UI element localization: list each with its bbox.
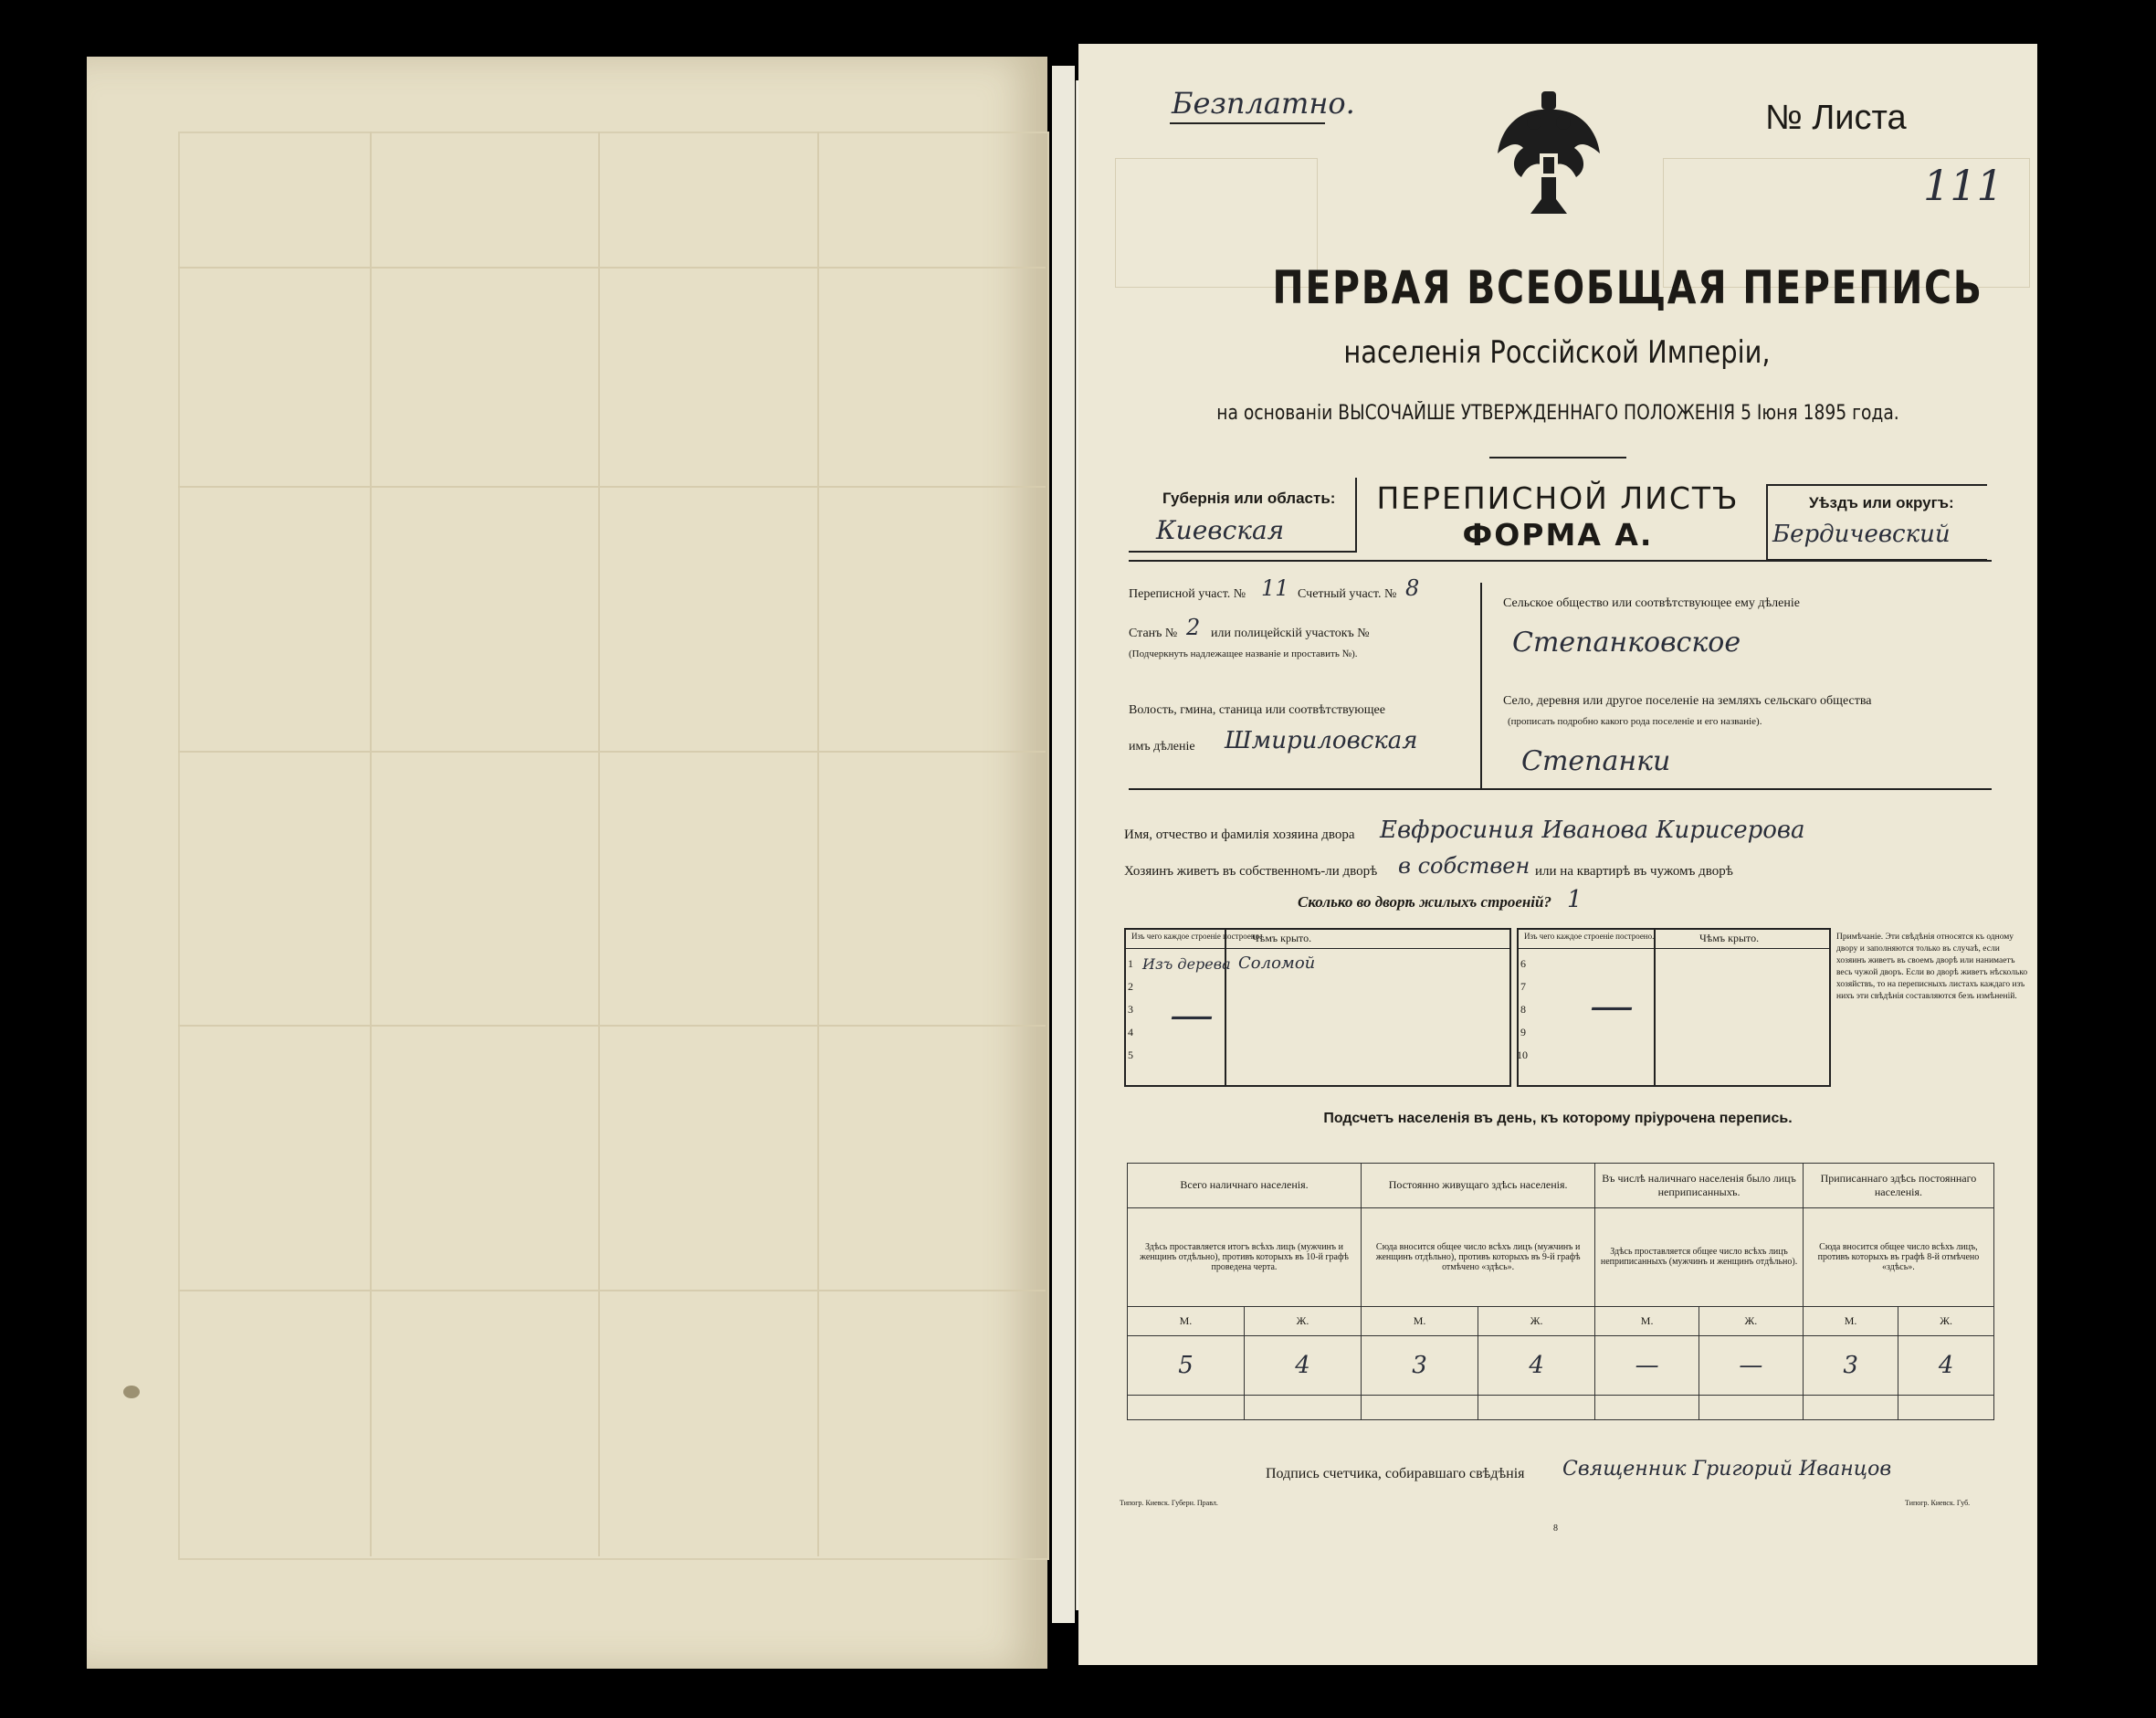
binding-strip — [1052, 66, 1075, 1623]
stan-value: 2 — [1186, 615, 1201, 640]
row-number: 6 — [1520, 957, 1526, 970]
faded-column — [598, 132, 600, 1556]
count-cell: 5 — [1128, 1336, 1245, 1396]
count-cell: 3 — [1361, 1336, 1478, 1396]
table-header-rule — [1517, 948, 1829, 949]
counting-value: 8 — [1405, 575, 1420, 601]
volost-value: Шмириловская — [1225, 727, 1418, 754]
uezd-value: Бердичевский — [1772, 521, 1951, 548]
row-number: 3 — [1128, 1003, 1133, 1016]
group-title: Постоянно живущаго здѣсь населенія. — [1361, 1164, 1594, 1208]
male-header: М. — [1595, 1306, 1699, 1335]
village-label: Село, деревня или другое поселеніе на земляхъ сельскаго общества — [1503, 694, 1872, 708]
group-desc: Сюда вносится общее число всѣхъ лицъ (мужчинъ и женщинъ отдѣльно), противъ которыхъ въ 9-й графѣ отмѣчено «здѣсь». — [1361, 1207, 1594, 1306]
row-number: 2 — [1128, 980, 1133, 993]
owner-name-label: Имя, отчество и фамилія хозяина двора — [1124, 827, 1355, 842]
census-form-page — [1078, 44, 2037, 1665]
underline — [1170, 122, 1325, 124]
row1-roof: Соломой — [1238, 954, 1316, 973]
section-rule — [1129, 788, 1992, 790]
row-number: 5 — [1128, 1049, 1133, 1061]
faded-rule — [178, 1290, 1046, 1291]
census-basis: на основаніи ВЫСОЧАЙШЕ УТВЕРЖДЕННАГО ПОЛОЖЕНІЯ 5 Іюня 1895 года. — [1216, 402, 1899, 425]
printer-left: Типогр. Киевск. Губерн. Правл. — [1120, 1499, 1218, 1507]
population-heading: Подсчетъ населенія въ день, къ которому пріурочена перепись. — [1323, 1111, 1793, 1126]
row-number: 1 — [1128, 957, 1133, 970]
volost-label: Волость, гмина, станица или соотвѣтствующее — [1129, 703, 1385, 717]
section-rule — [1129, 560, 1992, 562]
row-number: 10 — [1517, 1049, 1528, 1061]
faded-column — [370, 132, 372, 1556]
col-roof-label: Чѣмъ крыто. — [1252, 932, 1312, 944]
faded-column — [817, 132, 819, 1556]
ornament-rule — [1489, 457, 1626, 458]
count-cell: 4 — [1898, 1336, 1994, 1396]
female-header: Ж. — [1699, 1306, 1804, 1335]
male-header: М. — [1803, 1306, 1898, 1335]
society-value: Степанковское — [1512, 627, 1741, 659]
owner-lives-value: в собствен — [1398, 853, 1530, 879]
row1-material: Изъ дерева — [1142, 955, 1231, 973]
note-text: Примѣчаніе. Эти свѣдѣнія относятся къ одному двору и заполняются только въ случаѣ, если хозяинъ живетъ въ своемъ дворѣ или нанимаетъ весь чужой дворъ. Если во дворѣ живетъ нѣсколько хозяйствъ, то на переписныхъ листахъ каждаго изъ нихъ эти свѣдѣнія составляются безъ измѣненій. — [1836, 933, 2028, 1001]
census-main-title: ПЕРВАЯ ВСЕОБЩАЯ ПЕРЕПИСЬ — [1272, 261, 1983, 314]
buildings-table-right — [1517, 928, 1831, 1087]
dash-mark: — — [1170, 989, 1214, 1040]
village-value: Степанки — [1521, 745, 1671, 777]
block-divider — [1480, 583, 1482, 788]
district-value: 11 — [1261, 575, 1289, 601]
stan-note: (Подчеркнуть надлежащее названіе и проставить №). — [1129, 648, 1358, 659]
paper-stain — [123, 1386, 140, 1398]
female-header: Ж. — [1898, 1306, 1994, 1335]
stan-label: Станъ № — [1129, 627, 1178, 640]
volost-label-2: имъ дѣленіе — [1129, 740, 1195, 754]
counting-label: Счетный участ. № — [1298, 587, 1397, 601]
faded-rule — [178, 1025, 1046, 1027]
group-title: Въ числѣ наличнаго населенія было лицъ неприписанныхъ. — [1595, 1164, 1804, 1208]
double-headed-eagle-crest — [1494, 90, 1604, 217]
table-header-rule — [1124, 948, 1509, 949]
count-cell: 3 — [1803, 1336, 1898, 1396]
table-column — [1654, 928, 1656, 1085]
col-material-label: Изъ чего каждое строеніе построено. — [1524, 932, 1655, 941]
uezd-label: Уѣздъ или округъ: — [1809, 494, 1954, 511]
left-page — [87, 57, 1047, 1669]
owner-name-value: Евфросиния Иванова Кирисерова — [1380, 817, 1805, 844]
male-header: М. — [1361, 1306, 1478, 1335]
printer-right: Типогр. Киевск. Губ. — [1905, 1499, 1971, 1507]
count-cell: 4 — [1244, 1336, 1361, 1396]
buildings-label: Сколько во дворѣ жилыхъ строеній? — [1298, 893, 1551, 911]
table-column — [1225, 928, 1226, 1085]
faded-rule — [178, 751, 1046, 753]
form-title-line2: ФОРМА А. — [1462, 517, 1654, 553]
group-desc: Здѣсь проставляется общее число всѣхъ лицъ неприписанныхъ (мужчинъ и женщинъ отдѣльно). — [1595, 1207, 1804, 1306]
signature-label: Подпись счетчика, собиравшаго свѣдѣнія — [1266, 1466, 1525, 1481]
count-cell: 4 — [1478, 1336, 1595, 1396]
census-subtitle: населенія Россійской Имперіи, — [1343, 334, 1771, 371]
owner-lives-rest: или на квартирѣ въ чужомъ дворѣ — [1535, 864, 1733, 879]
group-title: Всего наличнаго населенія. — [1128, 1164, 1362, 1208]
row-number: 8 — [1520, 1003, 1526, 1016]
signature-value: Священник Григорий Иванцов — [1562, 1458, 1892, 1481]
left-page-faded-grid — [178, 132, 1049, 1560]
col-material-label: Изъ чего каждое строеніе построено. — [1131, 932, 1262, 941]
row-number: 9 — [1520, 1026, 1526, 1038]
row-number: 4 — [1128, 1026, 1133, 1038]
society-label: Сельское общество или соотвѣтствующее ему дѣленіе — [1503, 596, 1800, 610]
faded-rule — [178, 486, 1046, 488]
group-desc: Здѣсь проставляется итогъ всѣхъ лицъ (мужчинъ и женщинъ отдѣльно), противъ которыхъ въ 10-й графѣ проведена черта. — [1128, 1207, 1362, 1306]
group-title: Приписаннаго здѣсь постояннаго населенія. — [1803, 1164, 1993, 1208]
page-marker: 8 — [1553, 1523, 1558, 1534]
free-label: Безплатно. — [1172, 86, 1355, 121]
sheet-number-label: № Листа — [1765, 99, 1907, 137]
population-table — [1127, 1163, 1994, 1420]
dash-mark: — — [1590, 980, 1634, 1031]
form-title-line1: ПЕРЕПИСНОЙ ЛИСТЪ — [1376, 480, 1740, 516]
guberniya-value: Киевская — [1156, 515, 1285, 545]
count-cell: — — [1699, 1336, 1804, 1396]
stan-rest: или полицейскій участокъ № — [1211, 627, 1370, 640]
district-label: Переписной участ. № — [1129, 587, 1246, 601]
group-desc: Сюда вносится общее число всѣхъ лицъ, противъ которыхъ въ графѣ 8-й отмѣчено «здѣсь». — [1803, 1207, 1993, 1306]
male-header: М. — [1128, 1306, 1245, 1335]
female-header: Ж. — [1478, 1306, 1595, 1335]
buildings-value: 1 — [1567, 886, 1583, 913]
village-note: (прописать подробно какого рода поселеніе и его названіе). — [1508, 716, 1762, 727]
col-roof-label: Чѣмъ крыто. — [1699, 932, 1760, 944]
owner-lives-label: Хозяинъ живетъ въ собственномъ-ли дворѣ — [1124, 864, 1378, 879]
sheet-number-value: 111 — [1923, 161, 2004, 210]
guberniya-label: Губернія или область: — [1162, 490, 1336, 507]
faded-rule — [178, 267, 1046, 269]
female-header: Ж. — [1244, 1306, 1361, 1335]
count-cell: — — [1595, 1336, 1699, 1396]
row-number: 7 — [1520, 980, 1526, 993]
